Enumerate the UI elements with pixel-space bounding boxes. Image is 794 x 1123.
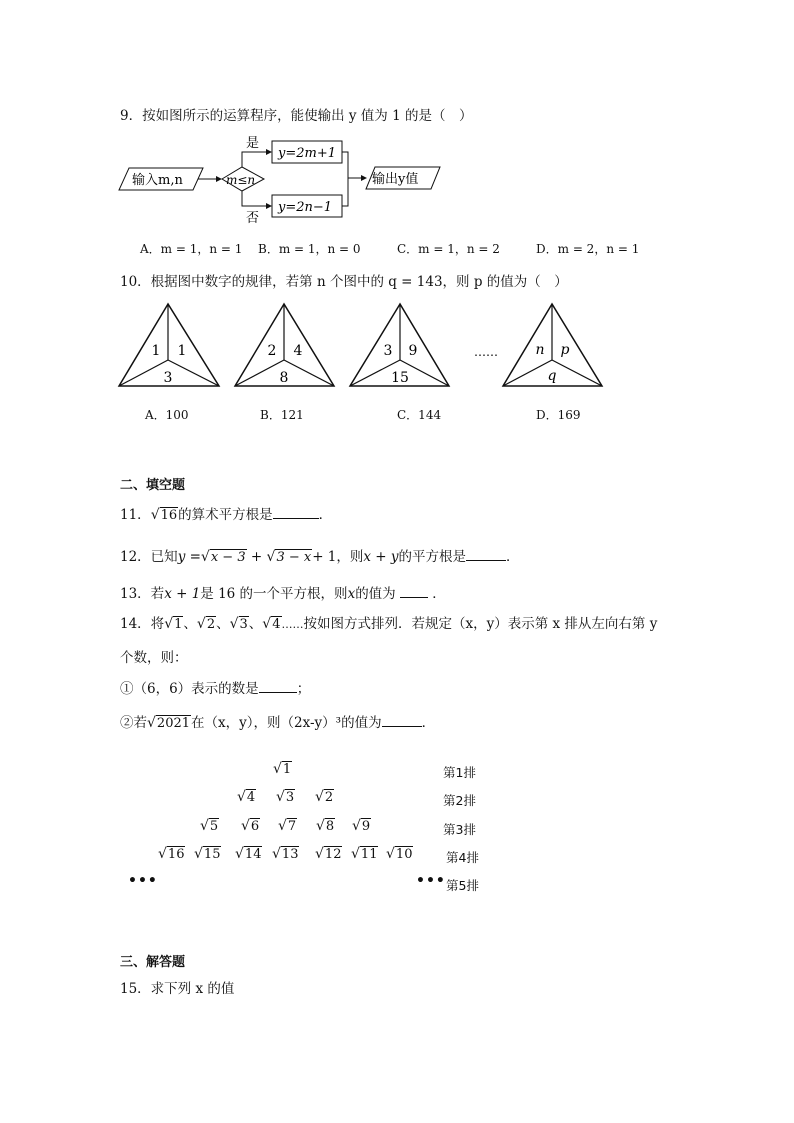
q14-sub1-blank <box>259 681 297 693</box>
q13 <box>120 582 446 602</box>
arr-r4-item-5: √12 <box>315 846 342 862</box>
q11 <box>120 503 332 523</box>
q10-stem: 10．根据图中数字的规律，若第 n 个图中的 q = 143，则 p 的值为（ ） <box>120 274 568 290</box>
q9-option-c: C．m = 1，n = 2 <box>397 242 500 256</box>
q15-stem: 15．求下列 x 的值 <box>120 981 235 997</box>
q12-expr-y: y = <box>177 549 201 565</box>
q14-rad-2: √2 <box>196 616 216 632</box>
arr-r4-item-3: √14 <box>235 846 262 862</box>
q14-ellipsis: …… <box>281 618 304 631</box>
arr-r3-item-5: √9 <box>352 818 371 834</box>
arr-r4-item-7: √10 <box>386 846 413 862</box>
q12-text: 的平方根是 <box>398 549 467 565</box>
q14-sub2-blank <box>382 715 422 727</box>
q13-pre: 13．若 <box>120 586 165 602</box>
triangle-3-right: 9 <box>408 343 418 359</box>
triangle-1-bottom: 3 <box>163 370 173 386</box>
arr-r4-item-6: √11 <box>351 846 378 862</box>
arr-r5-dots-right: ••• <box>416 873 446 889</box>
q13-text2: 的值为 <box>355 586 396 602</box>
triangle-n-bottom: q <box>547 368 557 384</box>
flow-yes-box-text: y=2m+1 <box>278 146 336 161</box>
flow-condition-text: m≤n <box>226 173 256 187</box>
flow-input-text: 输入m,n <box>132 173 183 188</box>
triangle-1-left: 1 <box>151 343 161 359</box>
arr-r3-item-4: √8 <box>316 818 335 834</box>
triangle-2-right: 4 <box>293 343 303 359</box>
q14-sep-3: 、 <box>248 616 263 632</box>
q14-sub2-pre: ②若 <box>120 715 147 731</box>
q13-x: x <box>347 586 356 602</box>
q12-end: ． <box>506 549 520 565</box>
q14-sep-2: 、 <box>216 616 230 632</box>
q13-end: ． <box>432 586 446 602</box>
arr-r4-item-4: √13 <box>272 846 299 862</box>
triangle-1-right: 1 <box>177 343 187 359</box>
q14-sub2-mid: 在（x，y），则（2x-y）³的值为 <box>191 715 382 731</box>
q14-sub1-end: ； <box>296 681 311 697</box>
q14-rad-4: √4 <box>262 616 281 632</box>
section2-title: 二、填空题 <box>120 478 186 493</box>
flow-no-label: 否 <box>246 211 260 225</box>
q12-pre: 12．已知 <box>120 549 178 565</box>
q14-line1 <box>120 612 657 632</box>
q14-post: 按如图方式排列．若规定（x，y）表示第 x 排从左向右第 y <box>303 616 658 632</box>
triangle-2-bottom: 8 <box>279 370 289 386</box>
q9-option-a: A．m = 1，n = 1 <box>140 242 243 256</box>
q14-sub2-radical: √2021 <box>147 715 191 731</box>
flow-yes-label: 是 <box>246 136 260 151</box>
q14-rad-1: √1 <box>164 616 183 632</box>
q10-option-b: B．121 <box>260 408 304 422</box>
q14-line2: 个数，则： <box>120 650 188 666</box>
arr-r2-item-2: √3 <box>276 789 295 805</box>
q13-x1: x + 1 <box>164 586 201 602</box>
triangle-2-left: 2 <box>267 343 277 359</box>
arr-r2-item-1: √4 <box>237 789 256 805</box>
triangle-n-right: p <box>560 342 570 358</box>
q9-stem: 9．按如图所示的运算程序，能使输出 y 值为 1 的是（ ） <box>120 108 473 124</box>
arr-r1-item-1: √1 <box>273 761 292 777</box>
flow-output-text: 输出y值 <box>372 172 419 187</box>
arr-row-4-label: 第4排 <box>446 850 479 865</box>
triangle-3-bottom: 15 <box>391 370 409 386</box>
q12-xy: x + y <box>363 549 399 565</box>
q14-sub2-end: ． <box>421 715 436 731</box>
section3-title: 三、解答题 <box>120 955 186 970</box>
q11-radical: √16 <box>150 507 178 523</box>
arr-r3-item-1: √5 <box>200 818 219 834</box>
arr-row-5-label: 第5排 <box>446 878 479 893</box>
q14-sep-1: 、 <box>183 616 197 632</box>
q14-sub1-text: ①（6，6）表示的数是 <box>120 681 259 697</box>
arr-r4-item-2: √15 <box>194 846 221 862</box>
arr-r4-item-1: √16 <box>158 846 185 862</box>
q11-number: 11． <box>120 507 151 523</box>
q12-answer-blank <box>466 549 506 561</box>
q11-end: ． <box>318 507 333 523</box>
triangle-n <box>503 304 602 386</box>
q9-option-b: B．m = 1，n = 0 <box>258 242 361 256</box>
flow-no-box-text: y=2n−1 <box>278 200 333 215</box>
triangle-1 <box>119 304 219 386</box>
arr-row-3-label: 第3排 <box>443 822 476 837</box>
q12-plus: + <box>250 549 263 565</box>
triangle-n-left: n <box>535 342 545 358</box>
q13-answer-blank <box>400 586 428 598</box>
q14-sub2 <box>120 711 435 731</box>
arr-r2-item-3: √2 <box>315 789 334 805</box>
triangle-2 <box>235 304 334 386</box>
arr-r3-item-3: √7 <box>278 818 297 834</box>
q10-option-a: A．100 <box>145 408 189 422</box>
arr-row-1-label: 第1排 <box>443 765 476 780</box>
q12-mid: ，则 <box>336 549 364 565</box>
arr-r3-item-2: √6 <box>241 818 260 834</box>
q9-option-d: D．m = 2，n = 1 <box>536 242 640 256</box>
q12-radical-2: √3 − x <box>266 549 312 565</box>
q11-answer-blank <box>273 507 319 519</box>
q11-text: 的算术平方根是 <box>178 507 273 523</box>
q9-flowchart <box>115 133 445 225</box>
q12-tail: + 1 <box>312 549 337 565</box>
arr-r5-dots-left: ••• <box>128 873 158 889</box>
q14-rad-3: √3 <box>229 616 248 632</box>
q12 <box>120 545 520 565</box>
q13-text: 是 16 的一个平方根，则 <box>200 586 348 602</box>
triangle-ellipsis: …… <box>474 345 498 359</box>
q12-radical-1: √x − 3 <box>200 549 246 565</box>
q14-pre: 14．将 <box>120 616 165 632</box>
triangle-3-left: 3 <box>383 343 393 359</box>
q10-option-d: D．169 <box>536 408 581 422</box>
arr-row-2-label: 第2排 <box>443 793 476 808</box>
q10-triangles <box>115 298 615 393</box>
triangle-3 <box>350 304 449 386</box>
q14-sub1 <box>120 677 310 697</box>
q10-option-c: C．144 <box>397 408 442 422</box>
